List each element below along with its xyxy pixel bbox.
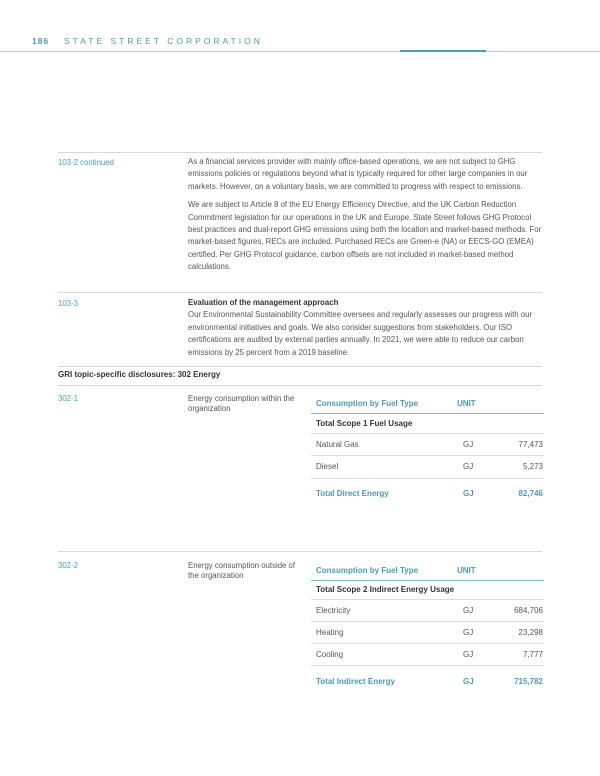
paragraph: Our Environmental Sustainability Committee oversees and regularly assesses our progress with our environmental initiatives and goals. We also consider suggestions from stakeholders. Our ISO certifications are audited by external parties annually. In 2021, we were able to reduce our carbon emissions by 25 percent from a 2019 baseline.	[188, 310, 533, 357]
section-code-302-1: 302-1	[58, 394, 78, 403]
table-row: Electricity GJ 684,706	[316, 606, 543, 615]
header-accent	[400, 50, 486, 52]
page-number: 186	[32, 36, 50, 46]
table-subheader: Total Scope 1 Fuel Usage	[316, 419, 413, 428]
table-total-row: Total Indirect Energy GJ 715,782	[316, 677, 543, 686]
paragraph: As a financial services provider with mainly office-based operations, we are not subject to GHG emissions policies or regulations beyond what is typically required for other large companies in our markets. However, on a voluntary basis, we are committed to progress with respect to emissions.	[188, 157, 528, 191]
section-divider	[58, 551, 542, 552]
gri-heading: GRI topic-specific disclosures: 302 Energy	[58, 370, 221, 379]
column-header: Consumption by Fuel Type	[316, 399, 419, 408]
table-row: Natural Gas GJ 77,473	[316, 440, 543, 449]
column-header: UNIT	[457, 399, 476, 408]
header-divider	[0, 51, 600, 52]
section-code-103-2: 103-2 continued	[58, 158, 114, 167]
table-row: Cooling GJ 7,777	[316, 650, 543, 659]
section-divider	[58, 366, 542, 367]
section-103-3-text	[188, 297, 544, 359]
section-103-2-text	[188, 156, 544, 280]
section-title: Evaluation of the management approach	[188, 298, 339, 307]
section-code-103-3: 103-3	[58, 299, 78, 308]
column-header: Consumption by Fuel Type	[316, 566, 419, 575]
table-row: Diesel GJ 5,273	[316, 462, 543, 471]
column-header: UNIT	[457, 566, 476, 575]
table-total-row: Total Direct Energy GJ 82,746	[316, 489, 543, 498]
disclosure-description: Energy consumption outside of the organization	[188, 561, 296, 580]
paragraph: We are subject to Article 8 of the EU Energy Efficiency Directive, and the UK Carbon Reduction Commitment legislation for our operations in the UK and Europe. State Street follows GHG Protocol best practices and dual-report GHG emissions using both the location and market-based methods. For market-based figures, RECs are included. Purchased RECs are Green-e (NA) or EECS-GO (EMEA) certified. Per GHG Protocol guidance, carbon offsets are not included in market-based method calculations.	[188, 200, 542, 272]
company-name: STATE STREET CORPORATION	[64, 36, 263, 46]
table-row: Heating GJ 23,298	[316, 628, 543, 637]
table-subheader: Total Scope 2 Indirect Energy Usage	[316, 585, 455, 594]
section-divider	[58, 292, 542, 293]
section-code-302-2: 302-2	[58, 561, 78, 570]
section-divider	[58, 152, 542, 153]
disclosure-description: Energy consumption within the organization	[188, 394, 295, 413]
section-divider	[58, 385, 542, 386]
energy-table-scope2	[311, 563, 544, 693]
energy-table-scope1	[311, 396, 544, 506]
